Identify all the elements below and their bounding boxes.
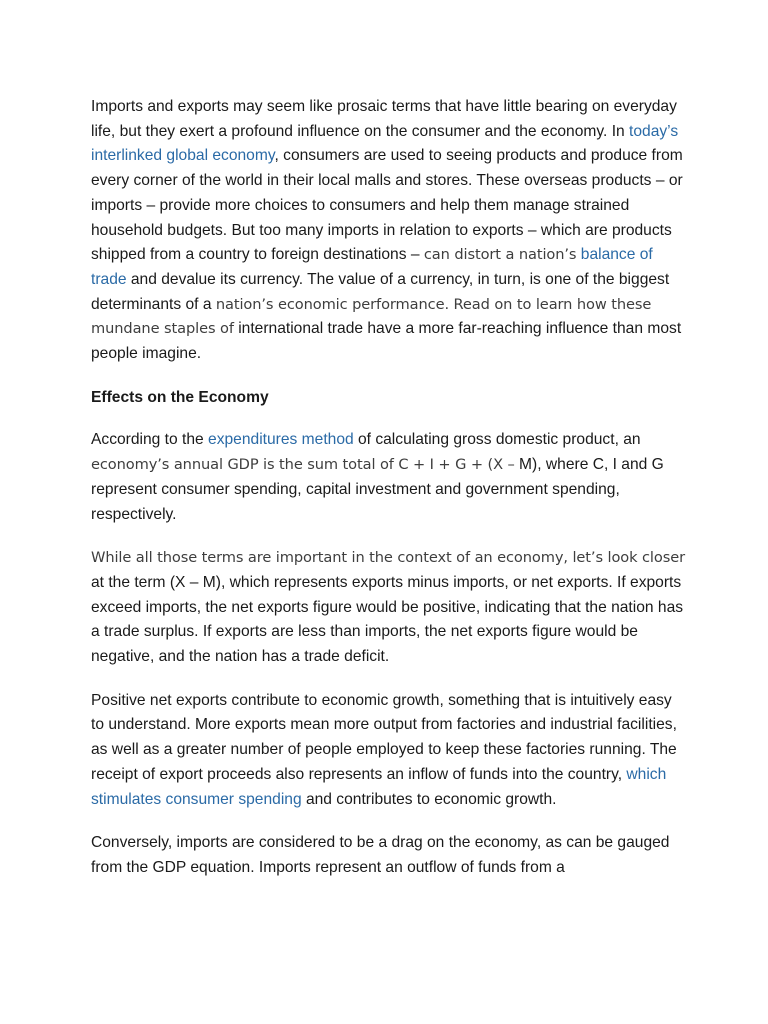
net-text-2: at the term (X – M), which represents exports minus imports, or net exports. If exports exceed imports, the net exports figure would be positive, indicating that the nation has a trade surplus. If exports are less than imports, the net exports figure would be negative, and the nation has a trade deficit. (91, 573, 684, 666)
net-text-1: While all those terms are important in the context of an economy, let’s look closer (91, 549, 685, 567)
intro-text-5: and devalue its currency. The value of a currency, in turn, is one of the biggest determinants of a (91, 270, 670, 313)
link-stimulates-consumer-spending[interactable]: which stimulates consumer spending (91, 765, 667, 808)
positive-text-2: and contributes to economic growth. (301, 790, 557, 808)
link-balance-of-trade[interactable]: balance of trade (91, 246, 653, 288)
positive-exports-paragraph (91, 689, 688, 813)
link-interlinked-global-economy[interactable]: today’s interlinked global economy (91, 122, 679, 165)
intro-text-7: international trade have a more far-reaching influence than most people imagine. (91, 320, 682, 363)
intro-text-6: nation’s economic performance. Read on to learn how these mundane staples of (91, 295, 652, 338)
intro-text-1: Imports and exports may seem like prosaic terms that have little bearing on everyday life, but they exert a profound influence on the consumer and the economy. In (91, 98, 677, 140)
gdp-text-1: According to the (91, 431, 209, 449)
conversely-paragraph (91, 831, 688, 880)
conversely-text-1: Conversely, imports are considered to be a drag on the economy, as can be gauged from the GDP equation. Imports represent an outflow of funds from a (91, 834, 670, 876)
gdp-text-4: M), where C, I and G represent consumer spending, capital investment and government spending, respectively. (91, 456, 664, 523)
gdp-text-3: economy’s annual GDP is the sum total of C + I + G + (X – (91, 456, 515, 474)
intro-text-2: , consumers are used to seeing products and produce from every corner of the world in their local malls and stores. These overseas products – or imports – provide more choices to consumers and help them manage strained household budgets. But too many imports in relation to exports – which are products shipped from a country to foreign destinations – (91, 147, 683, 264)
section-heading: Effects on the Economy (91, 388, 269, 406)
intro-paragraph (91, 95, 688, 367)
positive-text-1: Positive net exports contribute to economic growth, something that is intuitively easy to understand. More exports mean more output from factories and industrial facilities, as well as a greater number of people employed to keep these factories running. The receipt of export proceeds also represents an inflow of funds into the country, (91, 691, 677, 783)
intro-text-3: can distort a nation’s (423, 246, 577, 264)
link-expenditures-method[interactable]: expenditures method (208, 431, 354, 449)
gdp-paragraph (91, 428, 688, 527)
net-exports-paragraph (91, 546, 688, 670)
gdp-text-2: of calculating gross domestic product, an (353, 431, 641, 449)
